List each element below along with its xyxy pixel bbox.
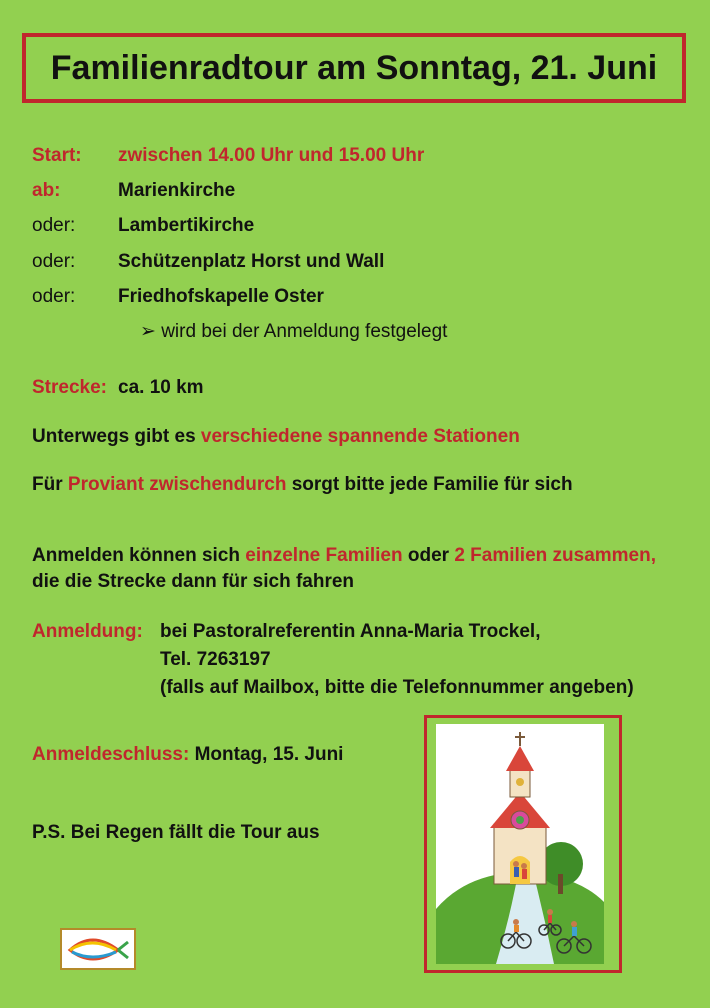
location-label-4: oder: (32, 286, 76, 307)
register-info-middle: oder (402, 545, 455, 566)
registration-line3: (falls auf Mailbox, bitte die Telefonnummer angeben) (160, 677, 634, 698)
location-label-1: ab: (32, 180, 61, 201)
logo-frame (60, 928, 136, 970)
stations-highlight: verschiedene spannende Stationen (200, 426, 520, 447)
location-value-2: Lambertikirche (118, 215, 255, 236)
location-value-3: Schützenplatz Horst und Wall (118, 251, 385, 272)
register-info-prefix: Anmelden können sich (32, 545, 246, 566)
provisions-prefix: Für (32, 474, 68, 495)
arrow-bullet-icon: ➢ (140, 321, 156, 342)
church-bike-illustration (436, 724, 604, 964)
registration-line1: bei Pastoralreferentin Anna-Maria Trockel, (160, 621, 541, 642)
deadline-label: Anmeldeschluss: (32, 744, 190, 765)
provisions-suffix: sorgt bitte jede Familie für sich (286, 474, 573, 495)
location-label-2: oder: (32, 215, 76, 236)
stations-line (32, 426, 520, 448)
ps-note: P.S. Bei Regen fällt die Tour aus (32, 822, 320, 843)
location-value-4: Friedhofskapelle Oster (118, 286, 324, 307)
provisions-line (32, 474, 573, 496)
deadline-line (32, 744, 343, 766)
register-info-highlight2: 2 Familien zusammen, (454, 545, 657, 566)
page-title: Familienradtour am Sonntag, 21. Juni (50, 48, 658, 87)
registration-phone: Tel. 7263197 (160, 649, 271, 670)
start-value: zwischen 14.00 Uhr und 15.00 Uhr (118, 145, 425, 166)
fish-logo-icon (62, 930, 134, 968)
title-box (22, 33, 686, 103)
stations-prefix: Unterwegs gibt es (32, 426, 201, 447)
provisions-highlight: Proviant zwischendurch (67, 474, 287, 495)
deadline-value: Montag, 15. Juni (189, 744, 344, 765)
location-note (140, 320, 447, 343)
location-note-text: wird bei der Anmeldung festgelegt (161, 321, 448, 342)
church-bike-illustration-icon (436, 724, 604, 964)
route-label: Strecke: (32, 377, 107, 398)
location-value-1: Marienkirche (118, 180, 236, 201)
illustration-frame (424, 715, 622, 973)
location-label-3: oder: (32, 251, 76, 272)
register-info-line2: die die Strecke dann für sich fahren (32, 571, 355, 592)
register-info-highlight1: einzelne Familien (245, 545, 403, 566)
register-info-line1 (32, 545, 656, 567)
route-value: ca. 10 km (118, 377, 204, 398)
registration-label: Anmeldung: (32, 621, 143, 642)
start-label: Start: (32, 145, 82, 166)
